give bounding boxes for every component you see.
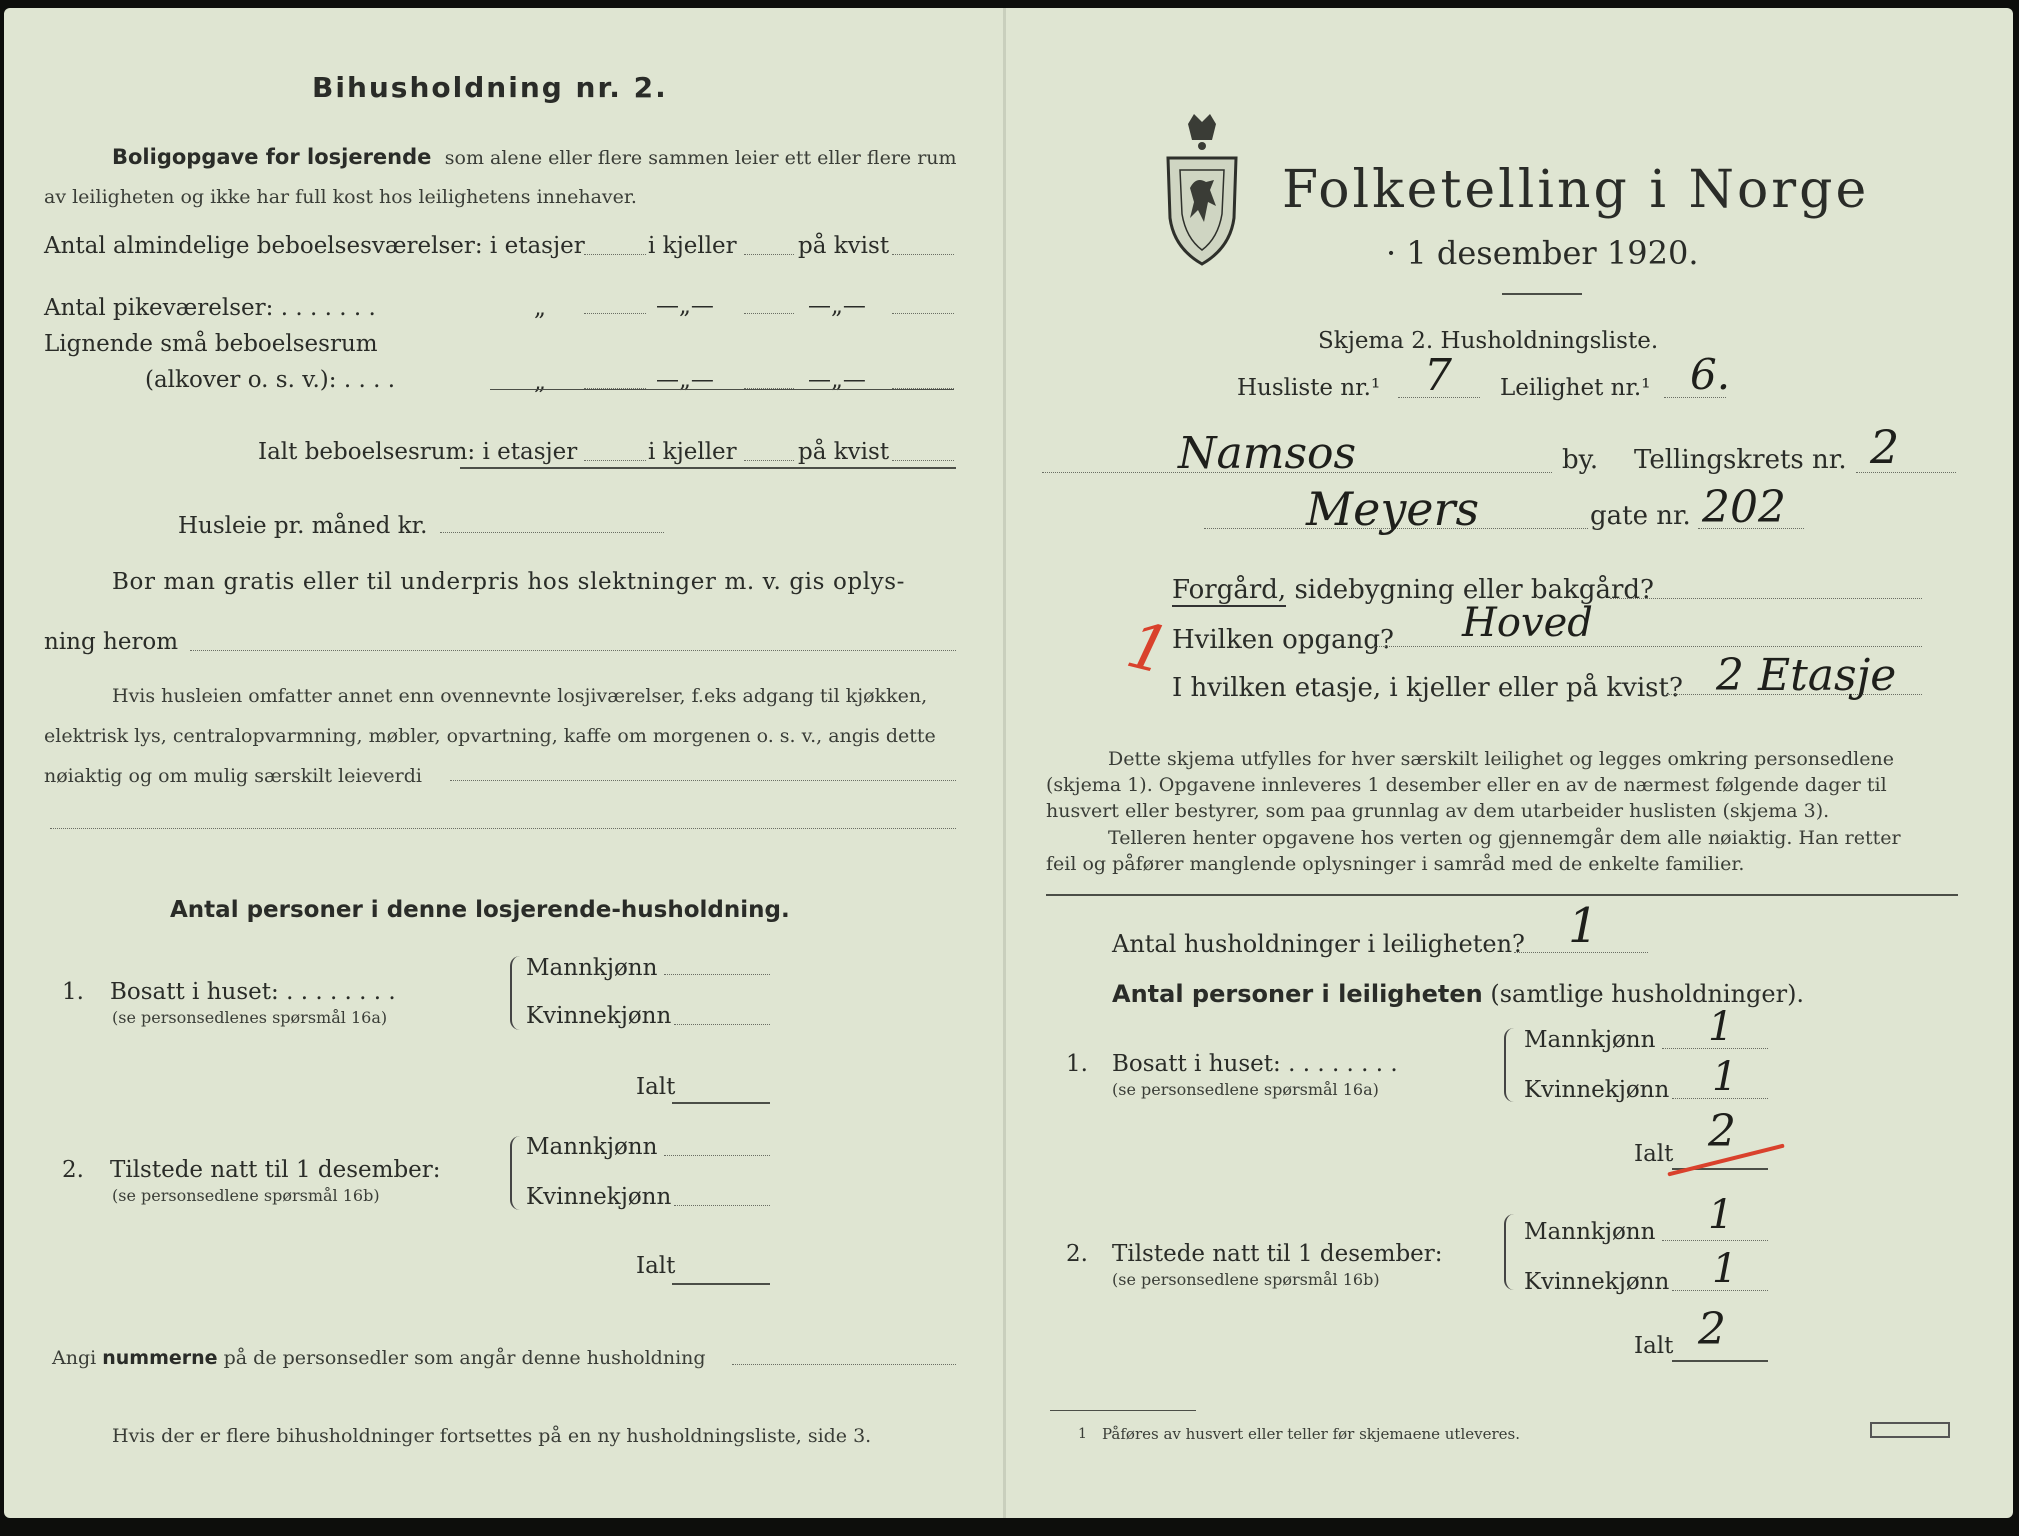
left-footer: Hvis der er flere bihusholdninger fortsettes på en ny husholdningsliste, side 3. bbox=[112, 1425, 872, 1447]
krets-label: Tellingskrets nr. bbox=[1634, 445, 1847, 475]
right-item1-mann: Mannkjønn bbox=[1524, 1027, 1656, 1053]
husleie-label: Husleie pr. måned kr. bbox=[178, 513, 428, 539]
right-item2-mann-line bbox=[1662, 1240, 1768, 1241]
pike-line-3 bbox=[892, 313, 954, 314]
hvis-line-b bbox=[50, 828, 956, 829]
left-item2-label: Tilstede natt til 1 desember: bbox=[110, 1157, 441, 1183]
gate-value: 202 bbox=[1702, 482, 1786, 533]
right-item2-num: 2. bbox=[1066, 1241, 1088, 1267]
intro-rest: som alene eller flere sammen leier ett eller flere rum bbox=[444, 147, 957, 169]
left-item2-mann: Mannkjønn bbox=[526, 1134, 658, 1160]
telleren-line-1: Telleren henter opgavene hos verten og gjennemgår dem alle nøiaktig. Han retter bbox=[1108, 827, 1901, 849]
footnote-rule bbox=[1050, 1410, 1196, 1411]
right-item1-brace bbox=[1504, 1028, 1516, 1102]
personer-heading bbox=[1112, 980, 1804, 1008]
right-item1-mann-value: 1 bbox=[1708, 1004, 1734, 1050]
intro-bold: Boligopgave for losjerende bbox=[112, 145, 432, 169]
pike-ditto-3: —„— bbox=[808, 293, 866, 319]
rooms-label: Antal almindelige beboelsesværelser: i etasjer bbox=[44, 233, 585, 259]
right-item2-mann-value: 1 bbox=[1708, 1192, 1734, 1238]
right-item2-ialt-value: 2 bbox=[1698, 1304, 1726, 1355]
page-fold bbox=[1003, 8, 1006, 1518]
opgang-value: Hoved bbox=[1462, 600, 1593, 646]
red-margin-mark: 1 bbox=[1119, 608, 1178, 690]
krets-value: 2 bbox=[1870, 420, 1900, 474]
left-item2-ialt-line bbox=[672, 1283, 770, 1285]
opgang-line bbox=[1372, 646, 1922, 647]
ialt-kjeller-label: i kjeller bbox=[648, 439, 737, 465]
bor-line-1: Bor man gratis eller til underpris hos slektninger m. v. gis oplys- bbox=[112, 569, 906, 595]
skjema-label: Skjema 2. Husholdningsliste. bbox=[1318, 328, 1659, 354]
left-item1-mann: Mannkjønn bbox=[526, 955, 658, 981]
ialt-kvist-label: på kvist bbox=[798, 439, 890, 465]
intro-line-2: av leiligheten og ikke har full kost hos leilighetens innehaver. bbox=[44, 186, 637, 208]
lign-ditto-3: —„— bbox=[808, 367, 866, 393]
dette-line-2: (skjema 1). Opgavene innleveres 1 desember eller en av de nærmest følgende dager til bbox=[1046, 774, 1887, 796]
pike-ditto-1: „ bbox=[534, 295, 546, 321]
ialt-kvist-line bbox=[892, 460, 954, 461]
ialt-label: Ialt beboelsesrum: i etasjer bbox=[258, 439, 578, 465]
husliste-label: Husliste nr.¹ bbox=[1237, 375, 1381, 401]
hvis-line-a bbox=[450, 780, 956, 781]
by-label: by. bbox=[1562, 445, 1599, 475]
lign-ditto-2: —„— bbox=[656, 367, 714, 393]
left-item1-sub: (se personsedlenes spørsmål 16a) bbox=[112, 1008, 388, 1027]
right-item1-ialt: Ialt bbox=[1634, 1141, 1674, 1167]
left-item1-brace bbox=[510, 956, 522, 1030]
husleie-line bbox=[440, 532, 664, 533]
bor-line-2: ning herom bbox=[44, 629, 179, 655]
right-item1-sub: (se personsedlene spørsmål 16a) bbox=[1112, 1080, 1379, 1099]
angi-post: på de personsedler som angår denne husholdning bbox=[223, 1347, 706, 1369]
right-item2-kvinne-value: 1 bbox=[1712, 1246, 1738, 1292]
dette-line-3: husvert eller bestyrer, som paa grunnlag av dem utarbeider huslisten (skjema 3). bbox=[1046, 800, 1830, 822]
leilighet-value: 6. bbox=[1690, 350, 1731, 399]
personer-bold: Antal personer i leiligheten bbox=[1112, 980, 1483, 1008]
right-item1-ialt-value: 2 bbox=[1708, 1106, 1736, 1157]
husliste-value: 7 bbox=[1424, 350, 1452, 401]
rooms-kjeller-line bbox=[744, 254, 794, 255]
forgard-answer-line bbox=[1610, 598, 1922, 599]
right-item1-label: Bosatt i huset: . . . . . . . . bbox=[1112, 1051, 1398, 1077]
pike-line-1 bbox=[584, 313, 646, 314]
pike-line-2 bbox=[744, 313, 794, 314]
lign-sum-rule bbox=[490, 389, 954, 390]
left-item1-label: Bosatt i huset: . . . . . . . . bbox=[110, 979, 396, 1005]
lignende-line-2: (alkover o. s. v.): . . . . bbox=[145, 367, 396, 393]
ialt-etasjer-line bbox=[584, 460, 646, 461]
opgang-label: Hvilken opgang? bbox=[1172, 625, 1394, 655]
left-item2-kvinne-line bbox=[674, 1205, 770, 1206]
ialt-kjeller-line bbox=[744, 460, 794, 461]
hvis-line-2: elektrisk lys, centralopvarmning, møbler, opvartning, kaffe om morgenen o. s. v., angis dette bbox=[44, 725, 936, 747]
footnote-text: Påføres av husvert eller teller før skjemaene utleveres. bbox=[1102, 1425, 1520, 1443]
street-value: Meyers bbox=[1306, 482, 1480, 536]
right-item2-label: Tilstede natt til 1 desember: bbox=[1112, 1241, 1443, 1267]
left-item1-kvinne-line bbox=[674, 1024, 770, 1025]
hush-value: 1 bbox=[1568, 898, 1599, 954]
section-rule bbox=[1046, 894, 1958, 896]
right-item1-kvinne-value: 1 bbox=[1712, 1054, 1738, 1100]
forgard-option: Forgård, bbox=[1172, 575, 1287, 605]
printer-stamp-icon bbox=[1870, 1422, 1950, 1438]
city-value: Namsos bbox=[1178, 428, 1357, 479]
census-date: · 1 desember 1920. bbox=[1386, 234, 1699, 272]
norway-coat-of-arms-icon bbox=[1160, 110, 1244, 268]
rooms-kjeller-label: i kjeller bbox=[648, 233, 737, 259]
angi-line bbox=[52, 1344, 706, 1372]
left-item1-ialt: Ialt bbox=[636, 1074, 676, 1100]
personer-rest: (samtlige husholdninger). bbox=[1490, 980, 1805, 1008]
rooms-kvist-label: på kvist bbox=[798, 233, 890, 259]
left-item2-mann-line bbox=[664, 1155, 770, 1156]
left-item1-kvinne: Kvinnekjønn bbox=[526, 1003, 672, 1029]
rooms-etasjer-line bbox=[584, 254, 646, 255]
left-item2-brace bbox=[510, 1136, 522, 1210]
antal-heading-left: Antal personer i denne losjerende-husholdning. bbox=[170, 897, 790, 923]
left-item2-sub: (se personsedlene spørsmål 16b) bbox=[112, 1186, 380, 1205]
left-item2-kvinne: Kvinnekjønn bbox=[526, 1184, 672, 1210]
hush-label: Antal husholdninger i leiligheten? bbox=[1112, 930, 1525, 958]
pike-label: Antal pikeværelser: . . . . . . . bbox=[44, 295, 376, 321]
right-item1-num: 1. bbox=[1066, 1051, 1088, 1077]
left-item1-num: 1. bbox=[62, 979, 84, 1005]
footnote-num: 1 bbox=[1078, 1426, 1087, 1442]
angi-pre: Angi bbox=[52, 1347, 97, 1369]
left-item1-mann-line bbox=[664, 974, 770, 975]
right-item2-brace bbox=[1504, 1214, 1516, 1290]
right-item2-kvinne: Kvinnekjønn bbox=[1524, 1269, 1670, 1295]
angi-bold: nummerne bbox=[102, 1347, 218, 1369]
right-item2-mann: Mannkjønn bbox=[1524, 1219, 1656, 1245]
left-item1-ialt-line bbox=[672, 1102, 770, 1104]
etasje-value: 2 Etasje bbox=[1716, 650, 1897, 701]
pike-ditto-2: —„— bbox=[656, 293, 714, 319]
leilighet-label: Leilighet nr.¹ bbox=[1500, 375, 1651, 401]
left-item2-num: 2. bbox=[62, 1157, 84, 1183]
right-item2-ialt-line bbox=[1672, 1360, 1768, 1362]
rooms-kvist-line bbox=[892, 254, 954, 255]
title-divider bbox=[1502, 293, 1582, 295]
hvis-line-1: Hvis husleien omfatter annet enn ovennevnte losjiværelser, f.eks adgang til kjøkken, bbox=[112, 685, 928, 707]
left-item2-ialt: Ialt bbox=[636, 1253, 676, 1279]
census-date-text: 1 desember 1920. bbox=[1406, 234, 1699, 272]
gate-label: gate nr. bbox=[1590, 501, 1691, 531]
etasje-label: I hvilken etasje, i kjeller eller på kvist? bbox=[1172, 673, 1683, 703]
bihusholdning-title: Bihusholdning nr. 2. bbox=[312, 71, 668, 104]
right-item1-kvinne: Kvinnekjønn bbox=[1524, 1077, 1670, 1103]
census-title: Folketelling i Norge bbox=[1282, 160, 1870, 220]
right-item2-sub: (se personsedlene spørsmål 16b) bbox=[1112, 1270, 1380, 1289]
right-item2-ialt: Ialt bbox=[1634, 1333, 1674, 1359]
telleren-line-2: feil og påfører manglende oplysninger i samråd med de enkelte familier. bbox=[1046, 853, 1745, 875]
sidebygning-label: sidebygning eller bakgård? bbox=[1294, 575, 1654, 605]
ialt-underline bbox=[460, 467, 956, 469]
lignende-line-1: Lignende små beboelsesrum bbox=[44, 331, 378, 357]
lign-ditto-1: „ bbox=[534, 369, 546, 395]
bor-line bbox=[190, 650, 956, 651]
intro-line-1 bbox=[112, 143, 957, 172]
angi-line-dots bbox=[732, 1364, 956, 1365]
dette-line-1: Dette skjema utfylles for hver særskilt leilighet og legges omkring personsedlene bbox=[1108, 748, 1894, 770]
hvis-line-3: nøiaktig og om mulig særskilt leieverdi bbox=[44, 765, 422, 787]
